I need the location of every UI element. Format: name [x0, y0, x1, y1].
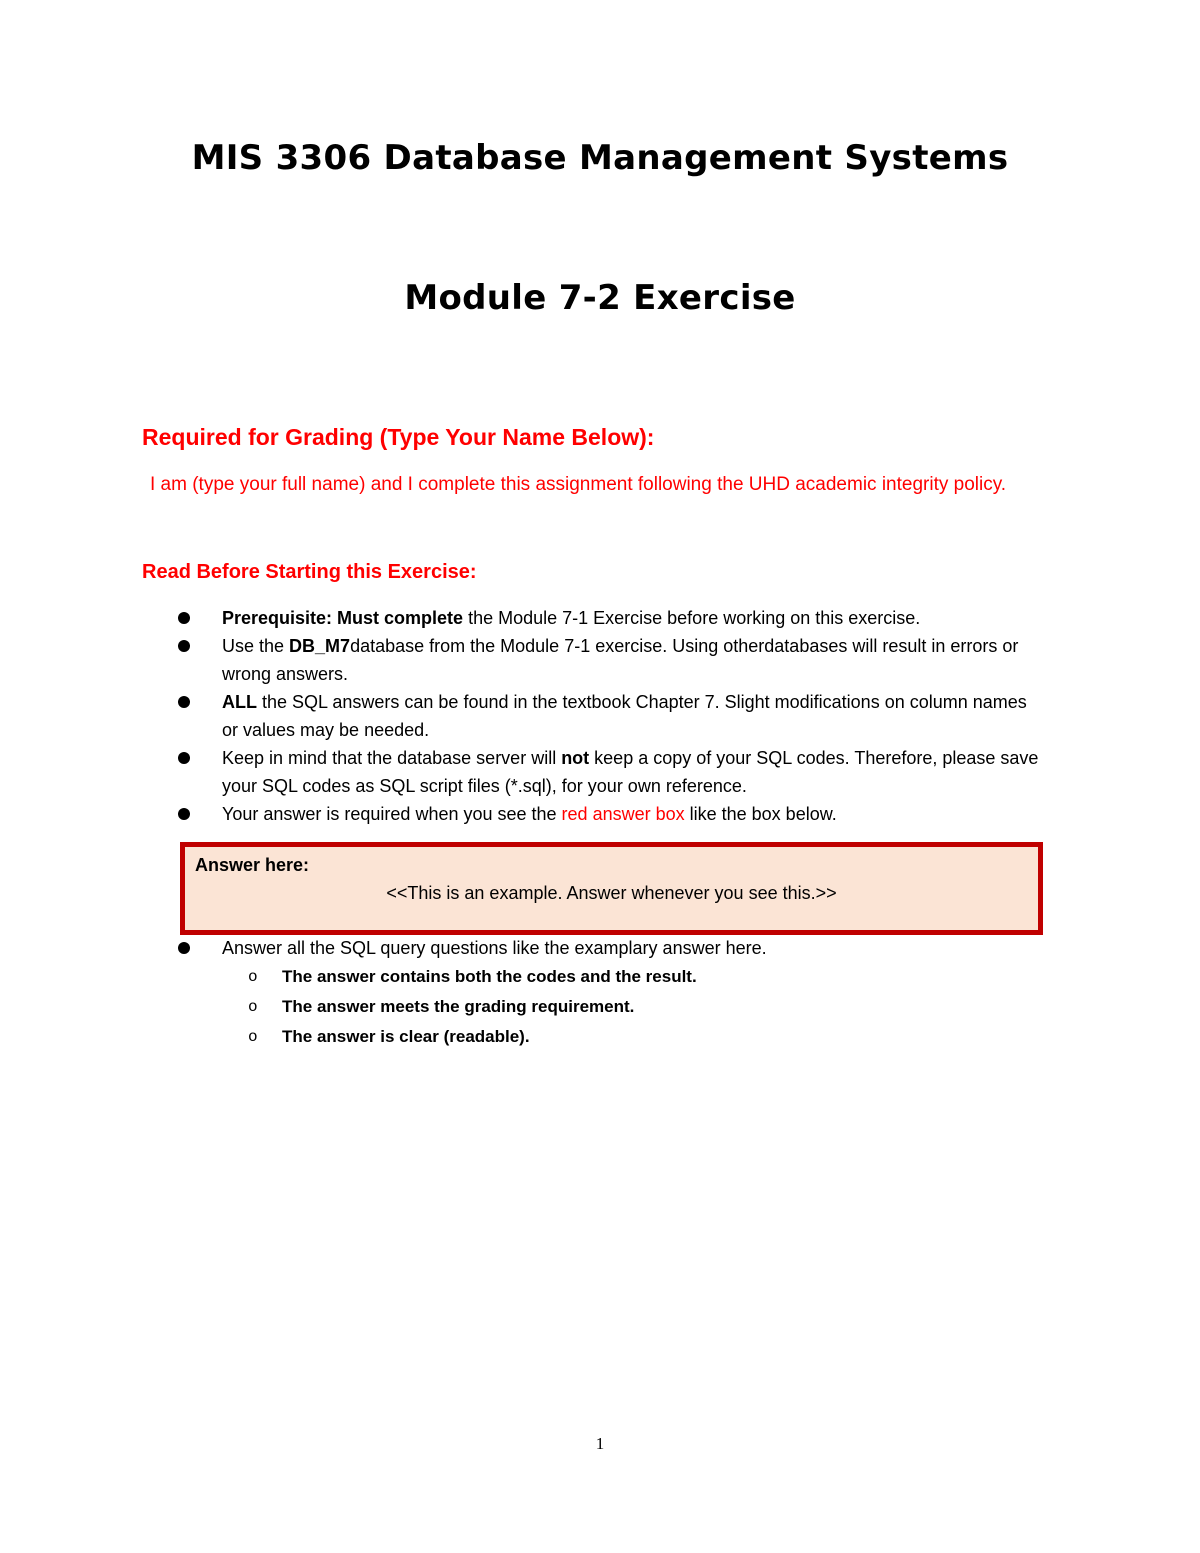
instruction-bold: not — [561, 748, 590, 768]
requirement-item — [176, 992, 1046, 1022]
instruction-item — [176, 688, 1046, 744]
requirement-text: The answer contains both the codes and the result. — [282, 967, 697, 986]
integrity-statement[interactable]: I am (type your full name) and I complete this assignment following the UHD academic integrity policy. — [150, 474, 1007, 495]
circle-bullet-icon: o — [248, 1028, 258, 1046]
requirements-list — [176, 934, 1046, 1052]
instruction-text: Use the — [222, 636, 290, 656]
answer-box[interactable] — [180, 842, 1043, 935]
bullet-icon — [178, 612, 190, 624]
instruction-list — [176, 604, 1046, 828]
instruction-text: Your answer is required when you see the — [222, 804, 562, 824]
circle-bullet-icon: o — [248, 998, 258, 1016]
requirement-item — [176, 962, 1046, 992]
document-title: MIS 3306 Database Management Systems — [191, 138, 1009, 178]
requirements-intro: Answer all the SQL query questions like the examplary answer here. — [222, 938, 767, 958]
page-number: 1 — [595, 1434, 605, 1453]
bullet-icon — [178, 696, 190, 708]
bullet-icon — [178, 752, 190, 764]
instruction-text: like the box below. — [684, 804, 837, 824]
circle-bullet-icon: o — [248, 968, 258, 986]
document-subtitle: Module 7-2 Exercise — [404, 278, 796, 318]
bullet-icon — [178, 640, 190, 652]
instruction-bold: ALL — [222, 692, 257, 712]
instruction-item — [176, 604, 1046, 632]
requirement-text: The answer is clear (readable). — [282, 1027, 530, 1046]
requirement-item — [176, 1022, 1046, 1052]
instruction-text: keep a copy of your SQL codes. Therefore, please save your SQL codes as SQL script files (*.sql), for your own reference. — [222, 748, 1039, 796]
instruction-text: database from the Module 7-1 exercise. Using otherdatabases will result in errors or wrong answers. — [222, 636, 1019, 684]
instruction-bold: DB_M7 — [289, 636, 351, 656]
read-before-heading: Read Before Starting this Exercise: — [142, 561, 477, 583]
instruction-item — [176, 800, 1046, 828]
instruction-bold: Prerequisite: Must complete — [222, 608, 464, 628]
requirement-text: The answer meets the grading requirement. — [282, 997, 635, 1016]
instruction-red-text: red answer box — [561, 804, 685, 824]
instruction-text: the SQL answers can be found in the textbook Chapter 7. Slight modifications on column names or values may be needed. — [222, 692, 1027, 740]
answer-example-text[interactable]: <<This is an example. Answer whenever you see this.>> — [386, 883, 837, 903]
instruction-text: the Module 7-1 Exercise before working on this exercise. — [463, 608, 921, 628]
grading-heading: Required for Grading (Type Your Name Below): — [142, 424, 655, 450]
instruction-item — [176, 744, 1046, 800]
answer-label: Answer here: — [195, 855, 310, 875]
bullet-icon — [178, 942, 190, 954]
bullet-icon — [178, 808, 190, 820]
instruction-item — [176, 632, 1046, 688]
requirements-intro-item — [176, 934, 1046, 962]
instruction-text: Keep in mind that the database server will — [222, 748, 562, 768]
